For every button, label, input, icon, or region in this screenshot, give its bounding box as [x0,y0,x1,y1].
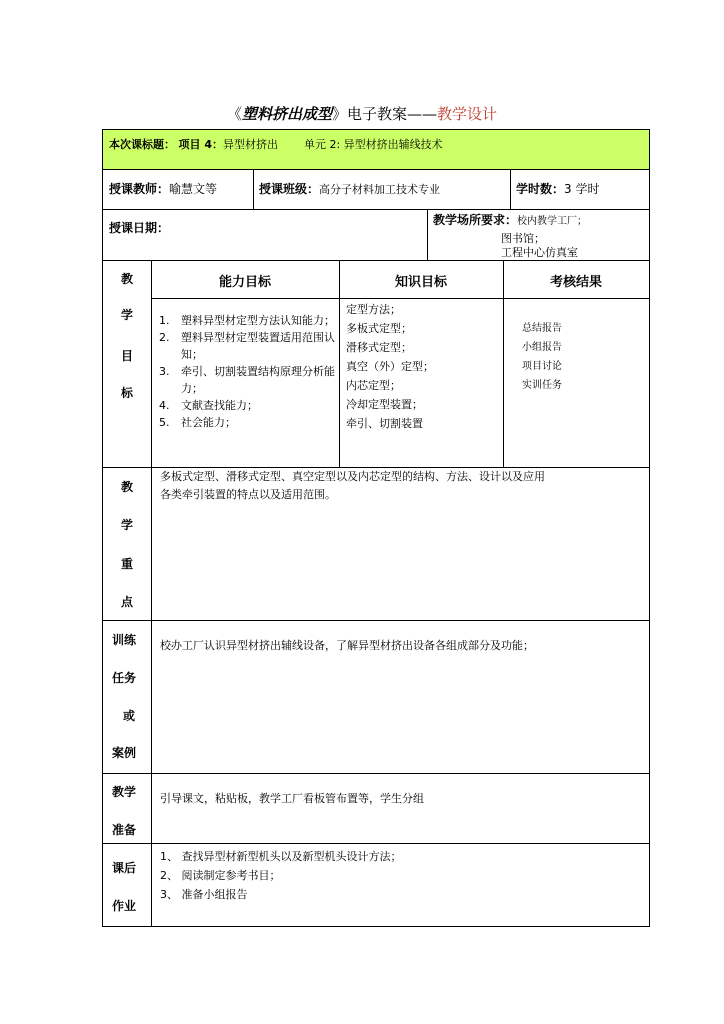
rule [253,169,254,209]
col-assessment-header: 考核结果 [549,275,602,290]
venue-cell: 教学场所要求：校内教学工厂； [433,213,588,227]
training-side-label: 案例 [112,746,137,760]
rule [151,260,152,926]
knowledge-list [346,300,434,433]
list-item: 2. 塑料异型材定型装置适用范围认知； [159,331,335,361]
list-item: 小组报告 [522,342,562,353]
venue-line: 工程中心仿真室 [501,246,578,259]
list-item: 5. 社会能力； [159,416,236,429]
venue-line: 图书馆； [501,232,545,245]
list-item: 3. 牵引、切割装置结构原理分析能力； [159,365,335,395]
list-item: 内芯定型； [346,379,401,392]
list-item: 1、 查找异型材新型机头以及新型机头设计方法； [160,850,402,863]
objectives-side-label: 学 [121,308,134,322]
col-ability-header: 能力目标 [218,275,271,290]
rule [503,260,504,467]
title-highlight: 教学设计 [437,105,498,123]
objectives-side-label: 教 [121,272,134,286]
focus-side-label: 学 [121,518,134,532]
focus-side-label: 点 [121,595,134,609]
ability-list [159,312,335,431]
rule [339,260,340,467]
list-item: 项目讨论 [522,361,562,372]
list-item: 1. 塑料异型材定型方法认知能力； [159,314,335,327]
list-item: 2、 阅读制定参考书目； [160,869,281,882]
class-cell: 授课班级：高分子材料加工技术专业 [259,182,441,196]
prep-text: 引导课文，粘贴板，教学工厂看板管布置等，学生分组 [160,792,424,805]
training-side-label: 任务 [112,671,137,685]
list-item: 牵引、切割装置 [346,417,423,430]
homework-side-label: 课后 [112,861,137,875]
list-item: 真空（外）定型； [346,360,434,373]
prep-side-label: 教学 [112,785,137,799]
list-item: 定型方法； [346,303,401,316]
date-label: 授课日期： [109,221,170,235]
rule [103,843,649,844]
prep-side-label: 准备 [112,823,137,837]
list-item: 冷却定型装置； [346,398,423,411]
hours-cell: 学时数：3 学时 [516,182,600,196]
lesson-plan-table [102,129,650,927]
objectives-side-label: 目 [121,349,134,363]
list-item: 4. 文献查找能力； [159,399,258,412]
homework-side-label: 作业 [112,899,137,913]
book-title: 塑料挤出成型 [241,105,332,123]
list-item: 滑移式定型； [346,341,412,354]
training-text: 校办工厂认识异型材挤出辅线设备，了解异型材挤出设备各组成部分及功能； [160,639,534,652]
rule [151,298,649,299]
rule [510,169,511,209]
rule [103,209,649,210]
page-title: 《塑料挤出成型》电子教案——教学设计 [226,105,498,123]
focus-side-label: 教 [121,480,134,494]
assessment-list [522,319,562,395]
homework-list [160,847,402,904]
rule [103,169,649,170]
list-item: 实训任务 [522,380,562,391]
col-knowledge-header: 知识目标 [394,275,447,290]
focus-text: 多板式定型、滑移式定型、真空定型以及内芯定型的结构、方法、设计以及应用 各类牵引装置的特点以及适用范围。 [160,470,545,501]
rule [103,620,649,621]
topic-line: 本次课标题： 项目 4：异型材挤出 单元 2: 异型材挤出辅线技术 [109,138,443,151]
list-item: 3、 准备小组报告 [160,888,248,901]
rule [103,773,649,774]
list-item: 多板式定型； [346,322,412,335]
training-side-label: 训练 [112,633,137,647]
focus-side-label: 重 [121,557,134,571]
list-item: 总结报告 [522,323,562,334]
objectives-side-label: 标 [121,386,134,400]
training-side-label: 或 [123,709,136,723]
teacher-cell: 授课教师：喻慧文等 [109,182,218,196]
rule [427,209,428,260]
